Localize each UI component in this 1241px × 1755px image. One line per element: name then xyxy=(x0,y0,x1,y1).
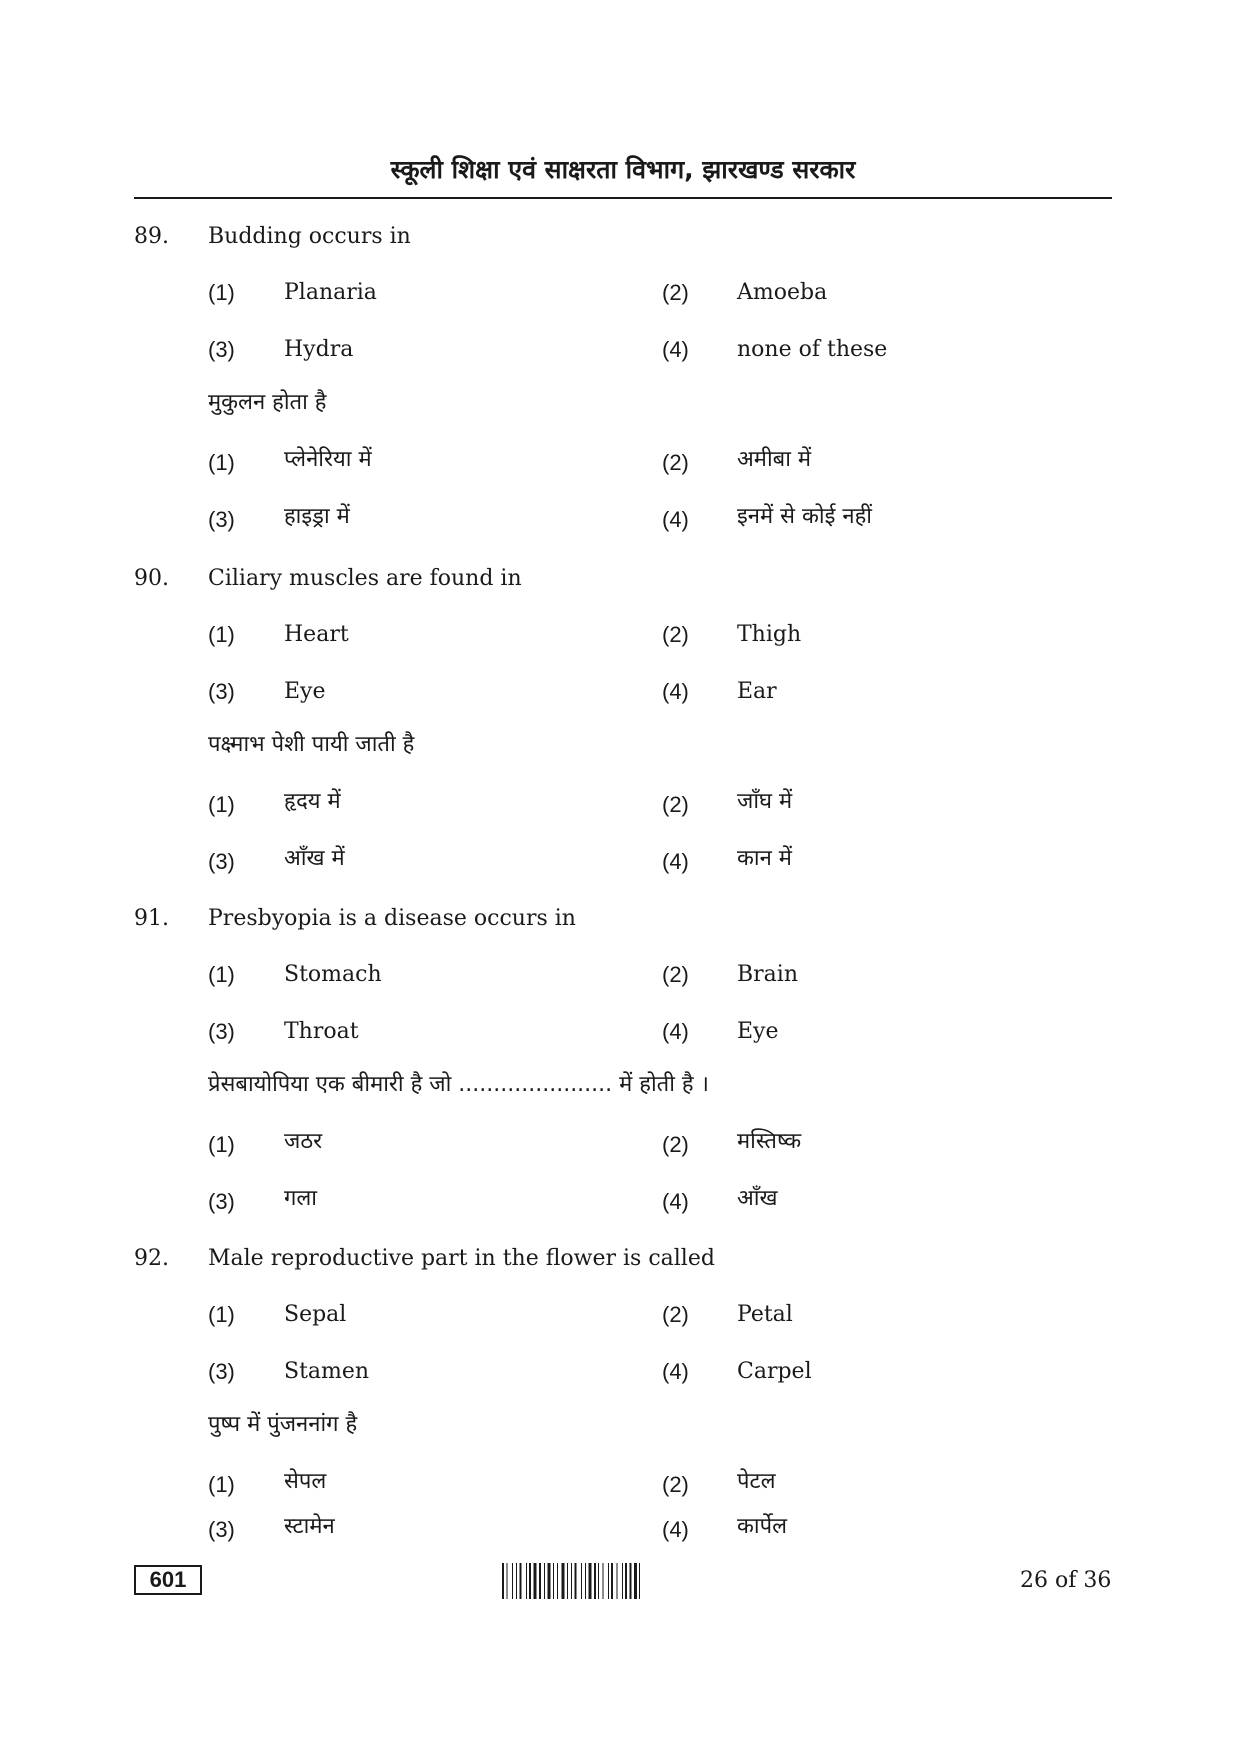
option-text: Amoeba xyxy=(737,280,828,305)
barcode-bar xyxy=(548,1563,551,1599)
option-text: Stamen xyxy=(284,1359,370,1384)
option-number: (1) xyxy=(208,962,235,987)
page-number: 26 of 36 xyxy=(1020,1568,1112,1593)
barcode-bar xyxy=(544,1563,545,1599)
barcode-bar xyxy=(571,1563,572,1599)
question-text-hi: मुकुलन होता है xyxy=(208,390,327,415)
barcode-bar xyxy=(557,1563,558,1599)
barcode-bar xyxy=(516,1563,517,1599)
option-number: (1) xyxy=(208,622,235,647)
option-text: स्टामेन xyxy=(284,1514,335,1539)
option-text: अमीबा में xyxy=(737,447,812,472)
option-text: सेपल xyxy=(284,1469,327,1494)
barcode-bar xyxy=(553,1563,554,1599)
option-text: प्लेनेरिया में xyxy=(284,447,372,472)
option-text: कान में xyxy=(737,846,792,871)
barcode-bar xyxy=(594,1563,596,1599)
option-number: (3) xyxy=(208,1189,235,1214)
barcode-bar xyxy=(585,1563,586,1599)
option-text: Eye xyxy=(284,679,326,704)
barcode-bar xyxy=(520,1563,522,1599)
option-text: Throat xyxy=(284,1019,359,1044)
question-text-en: Budding occurs in xyxy=(208,224,411,249)
option-number: (2) xyxy=(662,962,689,987)
question-text-en: Presbyopia is a disease occurs in xyxy=(208,906,576,931)
barcode-bar xyxy=(634,1563,637,1599)
option-number: (1) xyxy=(208,792,235,817)
question-number: 91. xyxy=(134,906,169,931)
option-text: गला xyxy=(284,1186,318,1211)
question-number: 90. xyxy=(134,566,169,591)
option-text: Petal xyxy=(737,1302,793,1327)
option-number: (2) xyxy=(662,1302,689,1327)
option-number: (3) xyxy=(208,679,235,704)
option-text: Stomach xyxy=(284,962,382,987)
option-number: (2) xyxy=(662,450,689,475)
barcode-bar xyxy=(589,1563,592,1599)
option-number: (2) xyxy=(662,1132,689,1157)
barcode-bar xyxy=(603,1563,604,1599)
option-text: मस्तिष्क xyxy=(737,1129,802,1154)
option-number: (2) xyxy=(662,1472,689,1497)
barcode-bar xyxy=(598,1563,599,1599)
option-text: Brain xyxy=(737,962,799,987)
option-number: (3) xyxy=(208,507,235,532)
option-text: आँख में xyxy=(284,846,345,871)
option-number: (3) xyxy=(208,1019,235,1044)
option-number: (2) xyxy=(662,622,689,647)
option-number: (3) xyxy=(208,1359,235,1384)
option-text: Ear xyxy=(737,679,777,704)
option-text: आँख xyxy=(737,1186,778,1211)
barcode-bar xyxy=(529,1563,531,1599)
barcode-bar xyxy=(512,1563,513,1599)
barcode-bar xyxy=(630,1563,632,1599)
option-text: जठर xyxy=(284,1129,323,1154)
option-number: (4) xyxy=(662,679,689,704)
barcode-bar xyxy=(622,1563,623,1599)
barcode-bar xyxy=(639,1563,640,1599)
option-number: (1) xyxy=(208,450,235,475)
option-number: (4) xyxy=(662,507,689,532)
option-number: (1) xyxy=(208,1132,235,1157)
question-text-hi: पुष्प में पुंजननांग है xyxy=(208,1412,358,1437)
option-text: Hydra xyxy=(284,337,354,362)
option-number: (3) xyxy=(208,337,235,362)
paper-code-box: 601 xyxy=(134,1565,202,1595)
option-number: (4) xyxy=(662,849,689,874)
option-text: none of these xyxy=(737,337,888,362)
option-text: पेटल xyxy=(737,1469,776,1494)
barcode-bar xyxy=(502,1563,504,1599)
barcode-bar xyxy=(526,1563,527,1599)
option-number: (4) xyxy=(662,1359,689,1384)
option-text: कार्पेल xyxy=(737,1514,788,1539)
option-number: (1) xyxy=(208,280,235,305)
question-text-en: Male reproductive part in the flower is called xyxy=(208,1246,715,1271)
option-number: (3) xyxy=(208,1517,235,1542)
option-text: Sepal xyxy=(284,1302,347,1327)
option-text: Planaria xyxy=(284,280,377,305)
option-number: (4) xyxy=(662,1019,689,1044)
option-text: Thigh xyxy=(737,622,802,647)
question-number: 92. xyxy=(134,1246,169,1271)
option-number: (2) xyxy=(662,280,689,305)
barcode-bar xyxy=(567,1563,568,1599)
option-number: (1) xyxy=(208,1472,235,1497)
barcode-bar xyxy=(617,1563,618,1599)
barcode-bar xyxy=(562,1563,565,1599)
barcode-bar xyxy=(608,1563,609,1599)
barcode-bar xyxy=(575,1563,577,1599)
option-text: हृदय में xyxy=(284,789,341,814)
option-number: (1) xyxy=(208,1302,235,1327)
option-number: (2) xyxy=(662,792,689,817)
barcode-image xyxy=(502,1563,702,1599)
option-text: हाइड्रा में xyxy=(284,504,350,529)
barcode-bar xyxy=(507,1563,508,1599)
barcode-bar xyxy=(534,1563,537,1599)
option-number: (4) xyxy=(662,337,689,362)
option-text: Carpel xyxy=(737,1359,812,1384)
header-divider xyxy=(134,197,1112,199)
option-text: जाँघ में xyxy=(737,789,793,814)
barcode-bar xyxy=(539,1563,541,1599)
option-text: इनमें से कोई नहीं xyxy=(737,504,873,529)
barcode-bar xyxy=(625,1563,627,1599)
question-number: 89. xyxy=(134,224,169,249)
page-header-title: स्कूली शिक्षा एवं साक्षरता विभाग, झारखण्ड सरकार xyxy=(390,155,856,184)
barcode-bar xyxy=(611,1563,613,1599)
option-number: (3) xyxy=(208,849,235,874)
option-text: Eye xyxy=(737,1019,779,1044)
option-text: Heart xyxy=(284,622,349,647)
question-text-hi: पक्ष्माभ पेशी पायी जाती है xyxy=(208,732,415,757)
question-text-en: Ciliary muscles are found in xyxy=(208,566,522,591)
barcode-bar xyxy=(581,1563,582,1599)
option-number: (4) xyxy=(662,1517,689,1542)
option-number: (4) xyxy=(662,1189,689,1214)
question-text-hi: प्रेसबायोपिया एक बीमारी है जो ...................... में होती है । xyxy=(208,1072,709,1097)
